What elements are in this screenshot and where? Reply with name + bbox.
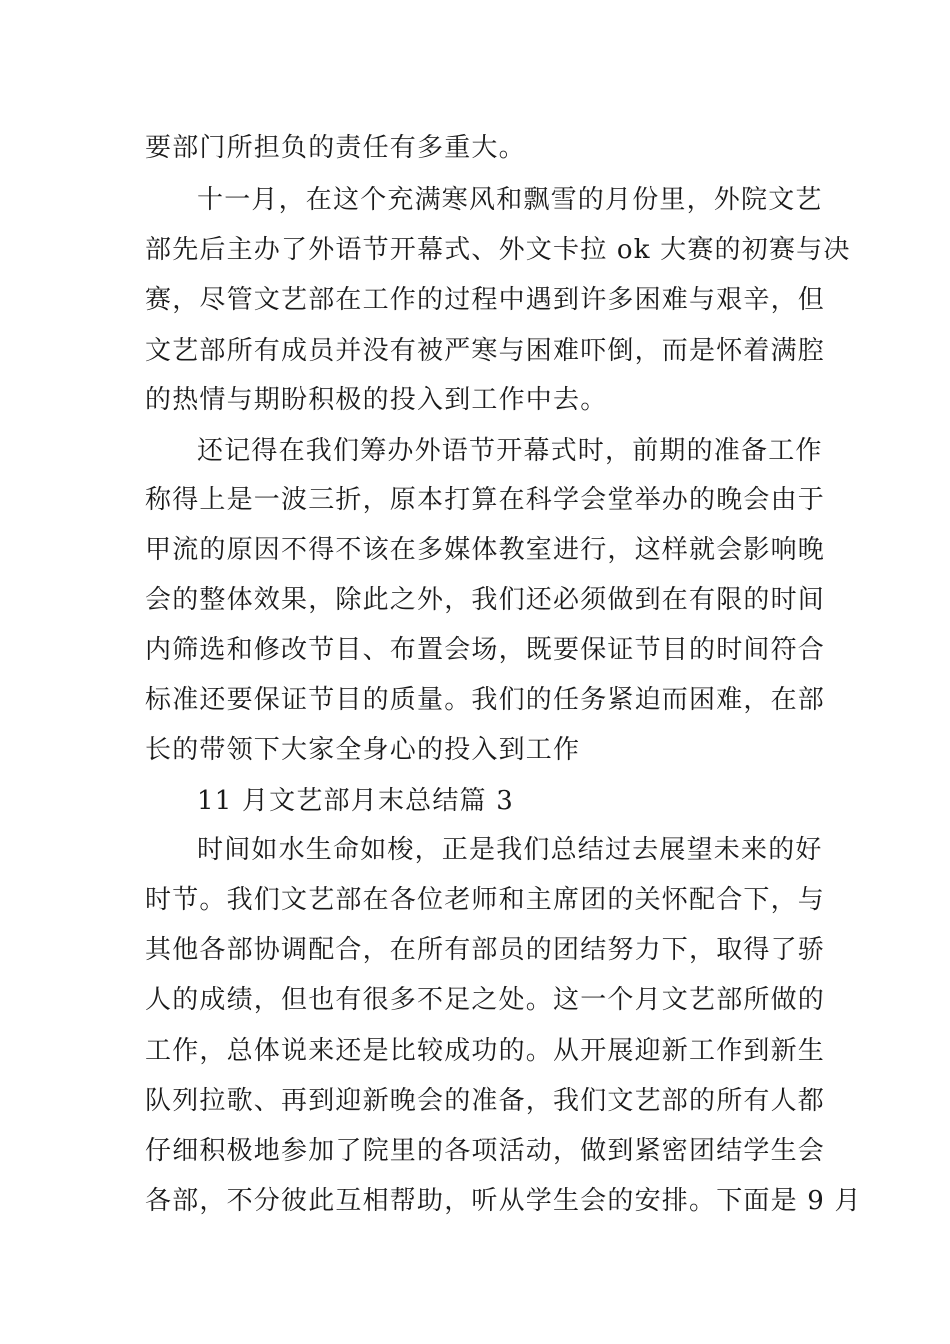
paragraph-start-line: 时间如水生命如梭，正是我们总结过去展望未来的好 bbox=[197, 835, 823, 865]
text-line: 时节。我们文艺部在各位老师和主席团的关怀配合下，与 bbox=[145, 885, 826, 915]
text-line: 称得上是一波三折，原本打算在科学会堂举办的晚会由于 bbox=[145, 485, 826, 515]
text-line: 文艺部所有成员并没有被严寒与困难吓倒，而是怀着满腔 bbox=[145, 336, 826, 366]
text-line: 其他各部协调配合，在所有部员的团结努力下，取得了骄 bbox=[145, 935, 826, 965]
text-line: 要部门所担负的责任有多重大。 bbox=[145, 133, 526, 163]
text-line: 部先后主办了外语节开幕式、外文卡拉 ok 大赛的初赛与决 bbox=[145, 235, 851, 265]
text-line: 标准还要保证节目的质量。我们的任务紧迫而困难，在部 bbox=[145, 685, 826, 715]
text-line: 队列拉歌、再到迎新晚会的准备，我们文艺部的所有人都 bbox=[145, 1086, 826, 1116]
text-line: 会的整体效果，除此之外，我们还必须做到在有限的时间 bbox=[145, 585, 826, 615]
text-line: 工作，总体说来还是比较成功的。从开展迎新工作到新生 bbox=[145, 1036, 826, 1066]
section-heading: 11 月文艺部月末总结篇 3 bbox=[197, 786, 514, 816]
paragraph-start-line: 还记得在我们筹办外语节开幕式时，前期的准备工作 bbox=[197, 436, 823, 466]
text-line: 甲流的原因不得不该在多媒体教室进行，这样就会影响晚 bbox=[145, 535, 826, 565]
text-line: 长的带领下大家全身心的投入到工作 bbox=[145, 735, 581, 765]
text-line: 的热情与期盼积极的投入到工作中去。 bbox=[145, 385, 608, 415]
text-line: 赛，尽管文艺部在工作的过程中遇到许多困难与艰辛，但 bbox=[145, 285, 826, 315]
paragraph-start-line: 十一月，在这个充满寒风和飘雪的月份里，外院文艺 bbox=[197, 185, 823, 215]
text-line: 各部，不分彼此互相帮助，听从学生会的安排。下面是 9 月 bbox=[145, 1186, 862, 1216]
text-line: 人的成绩，但也有很多不足之处。这一个月文艺部所做的 bbox=[145, 985, 826, 1015]
text-line: 仔细积极地参加了院里的各项活动，做到紧密团结学生会 bbox=[145, 1136, 826, 1166]
text-line: 内筛选和修改节目、布置会场，既要保证节目的时间符合 bbox=[145, 635, 826, 665]
